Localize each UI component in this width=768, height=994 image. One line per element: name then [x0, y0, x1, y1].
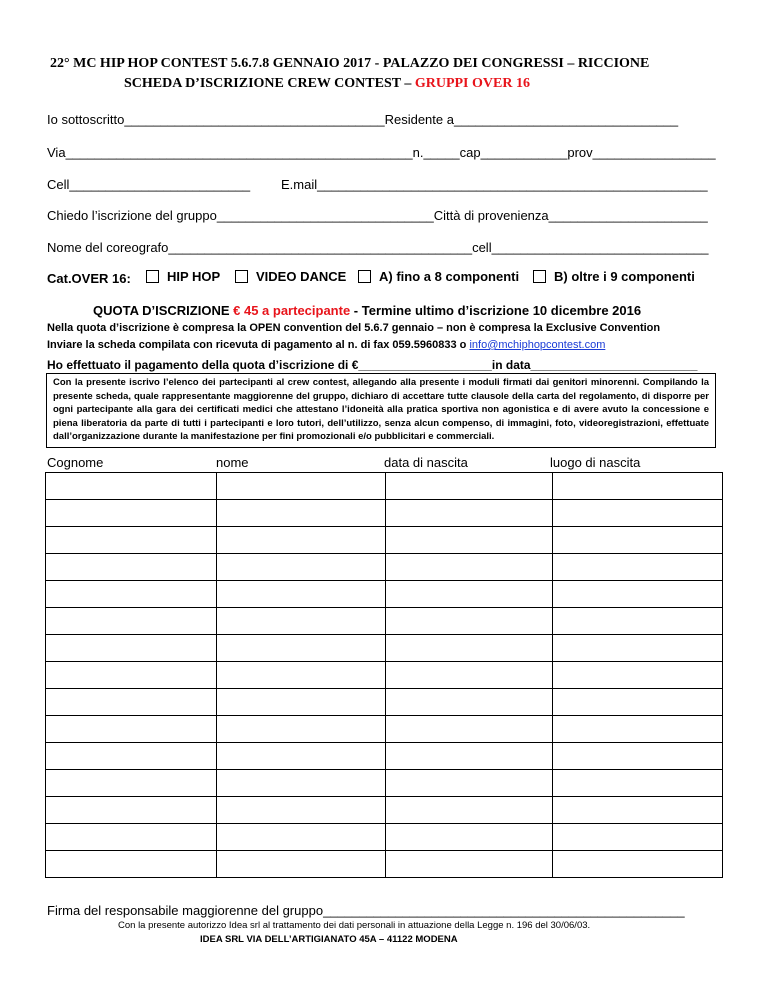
table-row	[46, 716, 723, 743]
quota-prefix: QUOTA D’ISCRIZIONE	[93, 303, 234, 318]
row-email	[281, 177, 708, 192]
quota-note-2	[47, 339, 605, 351]
subtitle-black: SCHEDA D’ISCRIZIONE CREW CONTEST –	[124, 76, 415, 91]
option-oltre-9[interactable]	[533, 269, 695, 284]
cell-luogo-nascita[interactable]	[553, 851, 723, 878]
table-row	[46, 581, 723, 608]
cell-data-nascita[interactable]	[386, 608, 553, 635]
cell-cognome[interactable]	[46, 797, 217, 824]
label-coreografo: Nome del coreografo	[47, 240, 169, 255]
field-date[interactable]: _________________________	[530, 358, 698, 372]
cell-nome[interactable]	[217, 824, 386, 851]
company-address: IDEA SRL VIA DELL’ARTIGIANATO 45A – 41122 MODENA	[200, 934, 458, 945]
cell-nome[interactable]	[217, 473, 386, 500]
option-video-dance[interactable]	[235, 269, 346, 284]
label-email: E.mail	[281, 177, 318, 192]
cell-luogo-nascita[interactable]	[553, 608, 723, 635]
cell-cognome[interactable]	[46, 581, 217, 608]
cell-luogo-nascita[interactable]	[553, 473, 723, 500]
cell-nome[interactable]	[217, 608, 386, 635]
cell-cognome[interactable]	[46, 635, 217, 662]
table-row	[46, 662, 723, 689]
cell-data-nascita[interactable]	[386, 743, 553, 770]
option-fino-8[interactable]	[358, 269, 519, 284]
signature-label: Firma del responsabile maggiorenne del gruppo	[47, 903, 324, 918]
field-cap[interactable]: ____________	[480, 145, 568, 160]
table-row	[46, 743, 723, 770]
checkbox-icon[interactable]	[533, 270, 546, 283]
cell-cognome[interactable]	[46, 500, 217, 527]
cell-data-nascita[interactable]	[386, 770, 553, 797]
label-prov: prov	[567, 145, 593, 160]
cell-nome[interactable]	[217, 689, 386, 716]
cell-luogo-nascita[interactable]	[553, 662, 723, 689]
cell-cognome[interactable]	[46, 608, 217, 635]
cell-nome[interactable]	[217, 554, 386, 581]
cell-nome[interactable]	[217, 581, 386, 608]
cell-data-nascita[interactable]	[386, 851, 553, 878]
cell-cognome[interactable]	[46, 473, 217, 500]
cell-luogo-nascita[interactable]	[553, 689, 723, 716]
cell-luogo-nascita[interactable]	[553, 635, 723, 662]
quota-deadline: - Termine ultimo d’iscrizione 10 dicembre 2016	[350, 303, 642, 318]
cell-cognome[interactable]	[46, 716, 217, 743]
label-cell: Cell	[47, 177, 70, 192]
cell-data-nascita[interactable]	[386, 527, 553, 554]
cell-luogo-nascita[interactable]	[553, 743, 723, 770]
cell-nome[interactable]	[217, 662, 386, 689]
field-cell[interactable]: _________________________	[69, 177, 251, 192]
option-fino-8-label: A) fino a 8 componenti	[379, 269, 520, 284]
field-io-sottoscritto[interactable]: ____________________________________	[124, 112, 385, 127]
field-n[interactable]: _____	[423, 145, 460, 160]
category-label: Cat.OVER 16:	[47, 271, 131, 286]
table-row	[46, 608, 723, 635]
signature-line	[47, 903, 685, 918]
label-chiedo: Chiedo l’iscrizione del gruppo	[47, 208, 217, 223]
cell-nome[interactable]	[217, 716, 386, 743]
field-amount[interactable]: ____________________	[358, 358, 492, 372]
cell-data-nascita[interactable]	[386, 554, 553, 581]
row-contact	[47, 177, 250, 192]
field-residente[interactable]: _______________________________	[453, 112, 679, 127]
cell-data-nascita[interactable]	[386, 581, 553, 608]
cell-luogo-nascita[interactable]	[553, 527, 723, 554]
table-row	[46, 527, 723, 554]
field-cell2[interactable]: ______________________________	[491, 240, 709, 255]
table-row	[46, 554, 723, 581]
label-cell2: cell	[472, 240, 492, 255]
col-header-nome: nome	[216, 455, 249, 470]
table-row	[46, 851, 723, 878]
cell-data-nascita[interactable]	[386, 797, 553, 824]
field-gruppo[interactable]: ______________________________	[216, 208, 434, 223]
cell-cognome[interactable]	[46, 743, 217, 770]
field-email[interactable]: ______________________________________________________	[317, 177, 708, 192]
cell-cognome[interactable]	[46, 527, 217, 554]
cell-luogo-nascita[interactable]	[553, 797, 723, 824]
cell-luogo-nascita[interactable]	[553, 554, 723, 581]
table-row	[46, 689, 723, 716]
payment-line	[47, 358, 697, 372]
option-hip-hop[interactable]	[146, 269, 220, 284]
cell-cognome[interactable]	[46, 689, 217, 716]
cell-nome[interactable]	[217, 770, 386, 797]
page-subtitle	[124, 76, 530, 92]
cell-data-nascita[interactable]	[386, 635, 553, 662]
consent-notice: Con la presente iscrivo l’elenco dei partecipanti al crew contest, allegando alla presente i moduli firmati dai genitori minorenni. Compilando la presente scheda, quale rappresentante maggiorenne del gruppo, dichiaro di accettare tutte clausole della carta del regolamento, di disporre per ogni partecipante alla gara dei certificati medici che attestano l’idoneità alla pratica sportiva non agonistica e di avere avuto la concessione e piena liberatoria da parte di tutti i partecipanti e loro tutori, dell’utilizzo, senza alcun compenso, di immagini, foto, videoregistrazioni, effettuate dall’organizzazione durante la manifestazione per fini promozionali e/o pubblicitari e commerciali.	[46, 373, 716, 448]
email-link[interactable]: info@mchiphopcontest.com	[469, 339, 606, 351]
checkbox-icon[interactable]	[235, 270, 248, 283]
cell-nome[interactable]	[217, 500, 386, 527]
cell-data-nascita[interactable]	[386, 716, 553, 743]
checkbox-icon[interactable]	[358, 270, 371, 283]
cell-data-nascita[interactable]	[386, 662, 553, 689]
cell-luogo-nascita[interactable]	[553, 500, 723, 527]
field-coreografo[interactable]: __________________________________________	[168, 240, 473, 255]
table-row	[46, 500, 723, 527]
col-header-luogo: luogo di nascita	[550, 455, 641, 470]
quota-note-2-text: Inviare la scheda compilata con ricevuta di pagamento al n. di fax 059.5960833 o	[47, 339, 470, 351]
cell-luogo-nascita[interactable]	[553, 824, 723, 851]
option-oltre-9-label: B) oltre i 9 componenti	[554, 269, 695, 284]
option-video-dance-label: VIDEO DANCE	[256, 269, 347, 284]
cell-luogo-nascita[interactable]	[553, 770, 723, 797]
option-hip-hop-label: HIP HOP	[167, 269, 221, 284]
table-row	[46, 797, 723, 824]
table-row	[46, 635, 723, 662]
row-name	[47, 112, 678, 127]
label-io-sottoscritto: Io sottoscritto	[47, 112, 125, 127]
cell-cognome[interactable]	[46, 851, 217, 878]
field-via[interactable]: ________________________________________________	[65, 145, 413, 160]
row-group	[47, 208, 708, 223]
cell-nome[interactable]	[217, 635, 386, 662]
label-n: n.	[412, 145, 424, 160]
page-title: 22° MC HIP HOP CONTEST 5.6.7.8 GENNAIO 2017 - PALAZZO DEI CONGRESSI – RICCIONE	[50, 56, 650, 71]
field-prov[interactable]: _________________	[592, 145, 716, 160]
quota-line	[93, 303, 641, 318]
checkbox-icon[interactable]	[146, 270, 159, 283]
table-row	[46, 824, 723, 851]
privacy-note: Con la presente autorizzo Idea srl al trattamento dei dati personali in attuazione della Legge n. 196 del 30/06/03.	[118, 920, 591, 931]
cell-data-nascita[interactable]	[386, 500, 553, 527]
row-coreografo	[47, 240, 709, 255]
col-header-cognome: Cognome	[47, 455, 104, 470]
cell-nome[interactable]	[217, 797, 386, 824]
cell-nome[interactable]	[217, 743, 386, 770]
payment-label: Ho effettuato il pagamento della quota d’iscrizione di €	[47, 358, 359, 372]
row-address	[47, 145, 716, 160]
cell-luogo-nascita[interactable]	[553, 716, 723, 743]
cell-cognome[interactable]	[46, 824, 217, 851]
col-header-data: data di nascita	[384, 455, 468, 470]
cell-cognome[interactable]	[46, 770, 217, 797]
cell-data-nascita[interactable]	[386, 689, 553, 716]
subtitle-red: GRUPPI OVER 16	[414, 76, 530, 91]
table-row	[46, 473, 723, 500]
cell-luogo-nascita[interactable]	[553, 581, 723, 608]
participants-table	[45, 472, 723, 878]
label-residente: Residente a	[384, 112, 454, 127]
cell-cognome[interactable]	[46, 662, 217, 689]
quota-note-1: Nella quota d’iscrizione è compresa la OPEN convention del 5.6.7 gennaio – non è compresa la Exclusive Convention	[47, 322, 661, 334]
field-signature[interactable]: __________________________________________________	[323, 903, 685, 918]
cell-data-nascita[interactable]	[386, 824, 553, 851]
label-via: Via	[47, 145, 66, 160]
table-row	[46, 770, 723, 797]
cell-nome[interactable]	[217, 527, 386, 554]
quota-amount: € 45 a partecipante	[233, 303, 351, 318]
cell-cognome[interactable]	[46, 554, 217, 581]
cell-data-nascita[interactable]	[386, 473, 553, 500]
label-citta: Città di provenienza	[433, 208, 549, 223]
field-citta[interactable]: ______________________	[548, 208, 708, 223]
label-cap: cap	[459, 145, 481, 160]
cell-nome[interactable]	[217, 851, 386, 878]
payment-date-label: in data	[491, 358, 531, 372]
